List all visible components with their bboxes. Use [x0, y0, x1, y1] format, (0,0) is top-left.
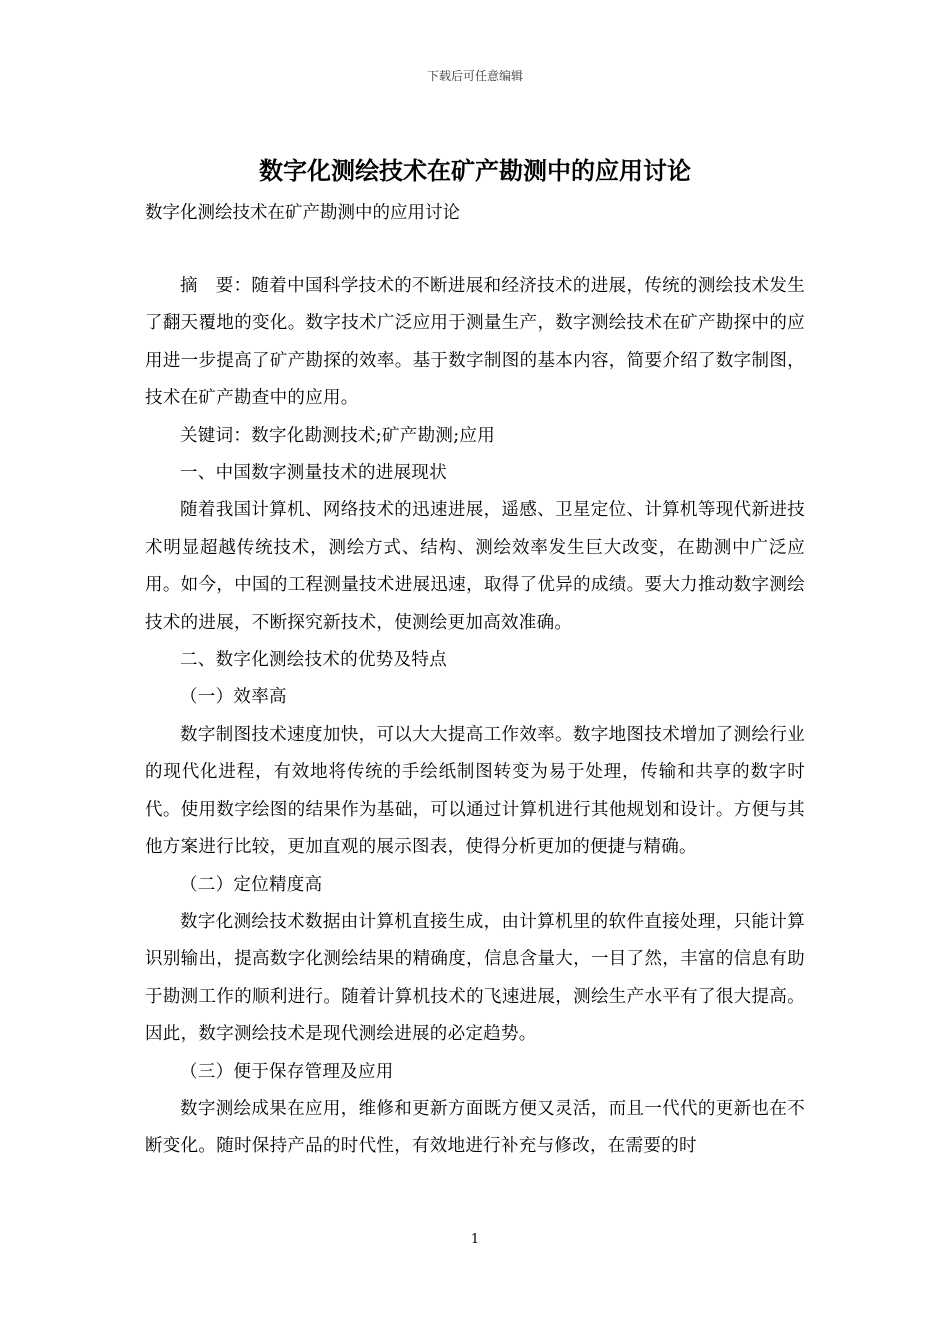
keywords-paragraph: 关键词：数字化勘测技术;矿产勘测;应用 — [180, 425, 495, 446]
body-paragraph: 数字化测绘技术数据由计算机直接生成，由计算机里的软件直接处理，只能计算识别输出，提高数字化测绘结果的精确度，信息含量大，一目了然，丰富的信息有助于勘测工作的顺利进行。随着计算机技术的飞速进展，测绘生产水平有了很大提高。因此，数字测绘技术是现代测绘进展的必定趋势。 — [145, 911, 805, 1045]
document-body — [145, 268, 805, 1166]
section-heading-1: 一、中国数字测量技术的进展现状 — [180, 463, 447, 484]
subsection-heading-1: （一）效率高 — [180, 687, 287, 708]
abstract-paragraph: 摘 要：随着中国科学技术的不断进展和经济技术的进展，传统的测绘技术发生了翻天覆地的变化。数字技术广泛应用于测量生产，数字测绘技术在矿产勘探中的应用进一步提高了矿产勘探的效率。基于数字制图的基本内容，简要介绍了数字制图，技术在矿产勘查中的应用。 — [145, 276, 805, 409]
subsection-heading-3: （三）便于保存管理及应用 — [180, 1061, 394, 1082]
subsection-heading-2: （二）定位精度高 — [180, 874, 323, 895]
section-heading-2: 二、数字化测绘技术的优势及特点 — [180, 650, 447, 671]
body-paragraph: 数字制图技术速度加快，可以大大提高工作效率。数字地图技术增加了测绘行业的现代化进程，有效地将传统的手绘纸制图转变为易于处理，传输和共享的数字时代。使用数字绘图的结果作为基础，可以通过计算机进行其他规划和设计。方便与其他方案进行比较，更加直观的展示图表，使得分析更加的便捷与精确。 — [145, 724, 805, 858]
page-header: 下载后可任意编辑 — [426, 69, 523, 83]
page-number: 1 — [470, 1232, 480, 1247]
document-title: 数字化测绘技术在矿产勘测中的应用讨论 — [259, 156, 691, 185]
document-subtitle: 数字化测绘技术在矿产勘测中的应用讨论 — [145, 203, 460, 223]
body-paragraph: 数字测绘成果在应用，维修和更新方面既方便又灵活，而且一代代的更新也在不断变化。随时保持产品的时代性，有效地进行补充与修改，在需要的时 — [145, 1098, 805, 1157]
body-paragraph: 随着我国计算机、网络技术的迅速进展，遥感、卫星定位、计算机等现代新进技术明显超越传统技术，测绘方式、结构、测绘效率发生巨大改变，在勘测中广泛应用。如今，中国的工程测量技术进展迅速，取得了优异的成绩。要大力推动数字测绘技术的进展，不断探究新技术，使测绘更加高效准确。 — [145, 500, 805, 633]
